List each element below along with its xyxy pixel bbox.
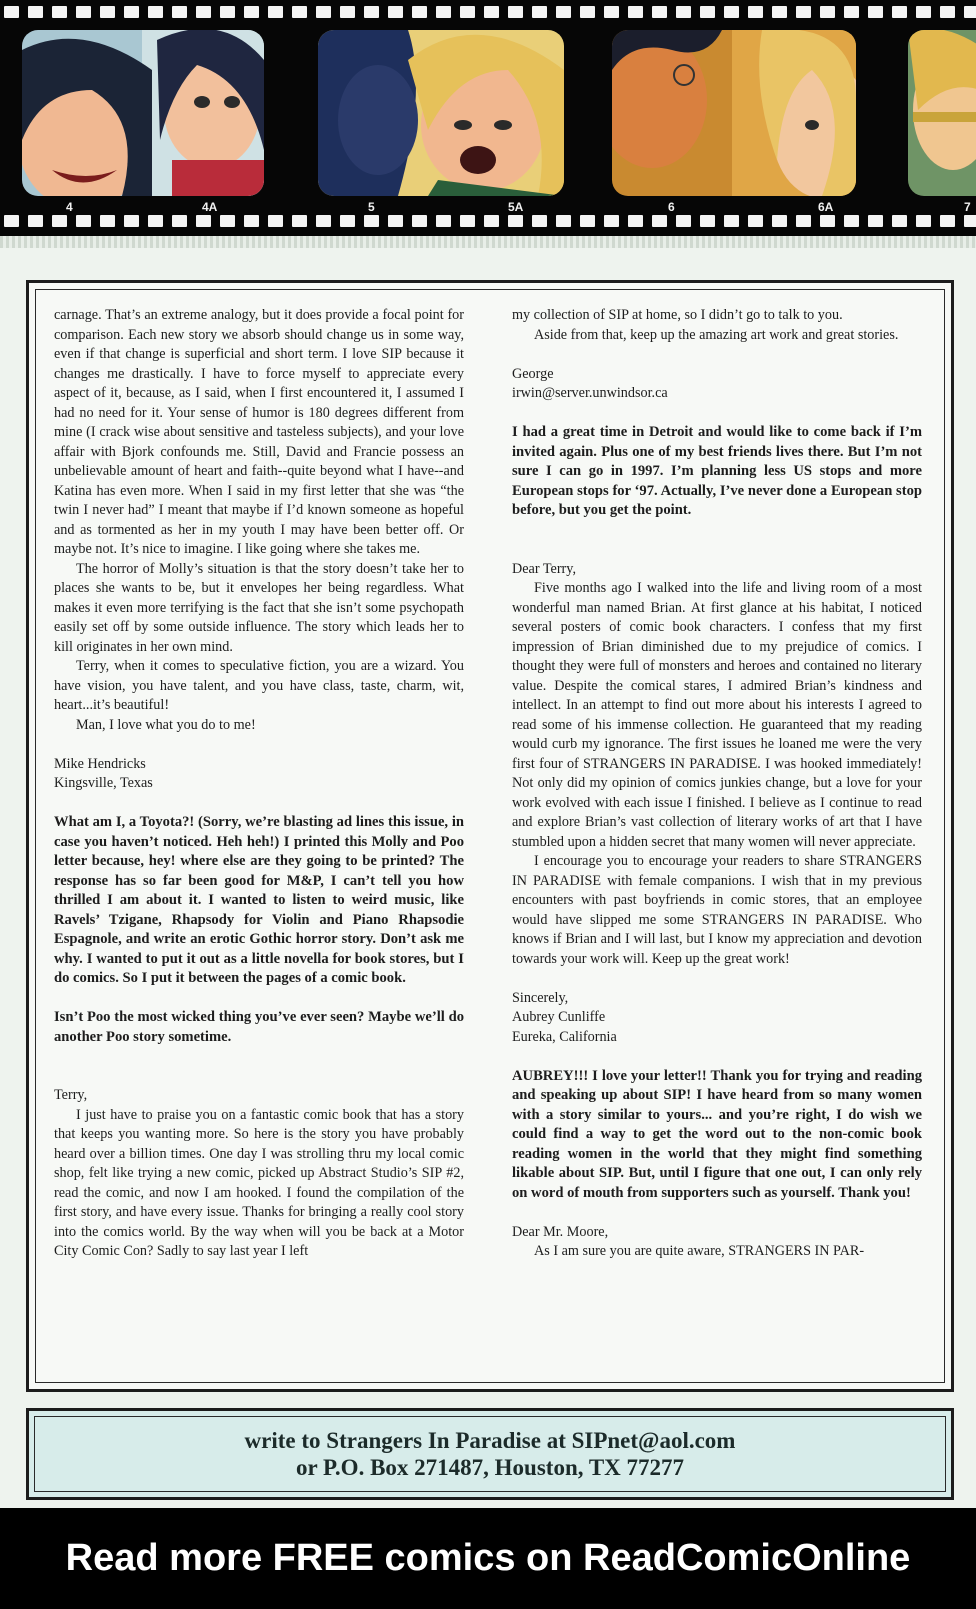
letters-column-left: [54, 306, 464, 1262]
editor-reply: AUBREY!!! I love your letter!! Thank you for trying and reading and speaking up about SIP! I have heard from so many women with a story similar to yours... and you’re right, I do wish we could find a way to get the word out to the non-comic book reading women in the world that they might find something likable about SIP. But, until I figure that one out, I can only rely on word of mouth from supporters such as yourself. Thank you!: [512, 1067, 922, 1201]
sprocket-hole: [748, 215, 763, 227]
letters-panel: [26, 280, 954, 1392]
sprocket-hole: [532, 6, 547, 18]
letter-paragraph: Dear Terry,: [512, 560, 576, 577]
sprocket-hole: [76, 6, 91, 18]
sprocket-hole: [628, 6, 643, 18]
sprocket-hole: [844, 6, 859, 18]
sprocket-hole: [700, 6, 715, 18]
sprocket-hole: [76, 215, 91, 227]
letter-paragraph: As I am sure you are quite aware, STRANGERS IN PAR-: [534, 1243, 865, 1259]
promo-banner-text: Read more FREE comics on ReadComicOnline: [65, 1537, 911, 1579]
sprocket-hole: [676, 215, 691, 227]
sprocket-hole: [484, 6, 499, 18]
address-line-email: write to Strangers In Paradise at SIPnet@aol.com: [244, 1428, 736, 1453]
sprocket-hole: [28, 215, 43, 227]
sprocket-hole: [868, 215, 883, 227]
sprocket-hole: [340, 6, 355, 18]
sprocket-hole: [724, 6, 739, 18]
paragraph-spacer: [512, 345, 922, 365]
sprocket-hole: [868, 6, 883, 18]
sprocket-hole: [436, 215, 451, 227]
sprocket-hole: [148, 6, 163, 18]
letter-paragraph: Aside from that, keep up the amazing art work and great stories.: [534, 326, 899, 343]
sprocket-hole: [172, 215, 187, 227]
letter-paragraph: George: [512, 365, 554, 382]
sprocket-hole: [340, 215, 355, 227]
sprocket-hole: [892, 6, 907, 18]
sprocket-hole: [388, 215, 403, 227]
sprocket-hole: [316, 6, 331, 18]
frame-number-4: 4: [66, 200, 73, 214]
address-line-postal: or P.O. Box 271487, Houston, TX 77277: [295, 1455, 685, 1480]
letters-column-right: [512, 306, 922, 1262]
letter-paragraph: Kingsville, Texas: [54, 775, 153, 791]
sprocket-hole: [4, 6, 19, 18]
paragraph-spacer: [54, 1047, 464, 1086]
paragraph-spacer: [54, 989, 464, 1009]
editor-reply: What am I, a Toyota?! (Sorry, we’re blasting ad lines this issue, in case you haven’t noticed. Heh heh!) I printed this Molly and Poo letter because, hey! where else are they going to be printed? The response has so far been good for M&P, I can’t tell you how thrilled I am about it. I wanted to listen to weird music, like Ravels’ Tzigane, Rhapsody for Violin and Piano Rhapsodie Espagnole, and write an erotic Gothic horror story. Don’t ask me why. I wanted to put it out as a little novella for book stores, but I do comics. So I put it between the pages of a comic book.: [54, 814, 464, 986]
sprocket-hole: [940, 6, 955, 18]
sprocket-hole: [964, 6, 976, 18]
sprocket-hole: [196, 6, 211, 18]
letter-paragraph: Eureka, California: [512, 1028, 617, 1045]
film-frame-6: [612, 30, 856, 196]
film-frame-7: [908, 30, 976, 196]
sprocket-hole: [124, 6, 139, 18]
sprocket-hole: [796, 215, 811, 227]
sprocket-hole: [436, 6, 451, 18]
sprocket-hole: [172, 6, 187, 18]
letter-paragraph: carnage. That’s an extreme analogy, but it does provide a focal point for comparison. Each new story we absorb should change us in some way, even if that change is superficial and short term. I love SIP because it changes me drastically. I have to force myself to appreciate every aspect of it, because, as I said, when I first encountered it, I assumed I had no need for it. Your sense of humor is 180 degrees different from mine (I crack wise about sensitive and tasteless subjects), and your love affair with Bjork confounds me. Still, David and Francie possess an unbelievable amount of heart and faith--quite beyond what I have--and Katina has even more. When I said in my first letter that she was “the twin I never had” I meant that maybe if I’d known someone as hopeful and as tormented as her in my youth I may have been better off. Or maybe not. It’s nice to imagine. I like going where she takes me.: [54, 307, 464, 557]
sprocket-hole: [772, 6, 787, 18]
sprocket-hole: [772, 215, 787, 227]
sprocket-hole: [52, 215, 67, 227]
address-box-inner: [34, 1416, 946, 1492]
letter-paragraph: my collection of SIP at home, so I didn’t go to talk to you.: [512, 307, 843, 323]
film-strip-edge: [0, 236, 976, 248]
paragraph-spacer: [512, 1203, 922, 1223]
sprocket-hole: [364, 215, 379, 227]
sprocket-hole: [244, 215, 259, 227]
letters-panel-inner-border: [35, 289, 945, 1383]
letter-paragraph: I encourage you to encourage your readers to share STRANGERS IN PARADISE with female companions. I wish that in my previous encounters with past boyfriends in comic stores, that an employee would have slipped me some STRANGERS IN PARADISE. Who knows if Brian and I will last, but I know my appreciation and devotion towards your work will. Keep up the great work!: [512, 853, 922, 967]
sprocket-hole: [556, 215, 571, 227]
frame-number-6: 6: [668, 200, 675, 214]
sprocket-hole: [652, 6, 667, 18]
letter-paragraph: Aubrey Cunliffe: [512, 1009, 606, 1025]
sprocket-hole: [100, 215, 115, 227]
letter-paragraph: Five months ago I walked into the life and living room of a most wonderful man named Brian. At first glance at his habitat, I noticed several posters of comic book characters. I confess that my first impression of Brian diminished due to my prejudice of comics. I thought they were full of monsters and heroes and contained no literary value. Despite the comical stares, I admired Brian’s kindness and intellect. In an attempt to find out more about his interests I agreed to read some of his immense collection. He guaranteed that my reading would curb my ignorance. The first issues he loaned me were the very first four of STRANGERS IN PARADISE. I was hooked immediately! Not only did my opinion of comics junkies change, but a love for your work evolved with each issue I finished. I believe as I continue to read and explore Brian’s vast collection of literary works of art that I have stumbled upon a hidden secret that many women will never appreciate.: [512, 580, 922, 850]
sprocket-hole: [28, 6, 43, 18]
sprocket-hole: [388, 6, 403, 18]
sprocket-hole: [412, 6, 427, 18]
sprocket-hole: [100, 6, 115, 18]
sprocket-hole: [148, 215, 163, 227]
sprocket-hole: [220, 215, 235, 227]
sprocket-hole: [724, 215, 739, 227]
sprocket-hole: [652, 215, 667, 227]
sprocket-hole: [244, 6, 259, 18]
sprocket-hole: [604, 215, 619, 227]
sprocket-hole: [484, 215, 499, 227]
sprocket-hole: [508, 6, 523, 18]
sprocket-row-top: [0, 6, 976, 18]
sprocket-hole: [532, 215, 547, 227]
paragraph-spacer: [512, 1047, 922, 1067]
sprocket-hole: [820, 215, 835, 227]
paragraph-spacer: [512, 969, 922, 989]
sprocket-hole: [964, 215, 976, 227]
paragraph-spacer: [54, 794, 464, 814]
sprocket-hole: [508, 215, 523, 227]
sprocket-hole: [820, 6, 835, 18]
sprocket-hole: [412, 215, 427, 227]
film-frame-5: [318, 30, 564, 196]
film-frame-4: [22, 30, 264, 196]
letter-paragraph: Mike Hendricks: [54, 755, 146, 772]
sprocket-hole: [268, 215, 283, 227]
letter-paragraph: The horror of Molly’s situation is that the story doesn’t take her to places she wants to be, but it envelopes her being regardless. What makes it even more terrifying is the fact that she isn’t some psychopath easily set off by some outside influence. The story which leads her to kill originates in her own mind.: [54, 560, 464, 655]
paragraph-spacer: [512, 521, 922, 560]
sprocket-hole: [196, 215, 211, 227]
paragraph-spacer: [54, 735, 464, 755]
promo-banner[interactable]: [0, 1508, 976, 1609]
sprocket-hole: [460, 6, 475, 18]
sprocket-hole: [580, 6, 595, 18]
sprocket-hole: [580, 215, 595, 227]
paragraph-spacer: [512, 404, 922, 424]
sprocket-hole: [700, 215, 715, 227]
sprocket-hole: [796, 6, 811, 18]
letter-paragraph: Dear Mr. Moore,: [512, 1223, 609, 1240]
editor-reply: I had a great time in Detroit and would like to come back if I’m invited again. Plus one of my best friends lives there. But I’m not sure I can go in 1997. I’m planning less US stops and more European stops for ‘97. Actually, I’ve never done a European stop before, but you get the point.: [512, 424, 922, 518]
sprocket-hole: [916, 6, 931, 18]
sprocket-hole: [220, 6, 235, 18]
frame-number-6a: 6A: [818, 200, 834, 214]
sprocket-hole: [748, 6, 763, 18]
sprocket-hole: [844, 215, 859, 227]
sprocket-hole: [916, 215, 931, 227]
editor-reply: Isn’t Poo the most wicked thing you’ve ever seen? Maybe we’ll do another Poo story sometime.: [54, 1009, 464, 1045]
sprocket-hole: [4, 215, 19, 227]
frame-number-5: 5: [368, 200, 375, 214]
frame-number-5a: 5A: [508, 200, 524, 214]
sprocket-hole: [460, 215, 475, 227]
letter-paragraph: I just have to praise you on a fantastic comic book that has a story that keeps you wanting more. So here is the story you have probably heard over a billion times. One day I was strolling thru my local comic shop, felt like trying a new comic, picked up Abstract Studio’s SIP #2, read the comic, and now I am hooked. I found the compilation of the first story, and have every issue. Thanks for bringing a really cool story into the comics world. By the way when will you be back at a Motor City Comic Con? Sadly to say last year I left: [54, 1106, 464, 1259]
sprocket-hole: [364, 6, 379, 18]
letter-paragraph: Man, I love what you do to me!: [76, 716, 256, 733]
sprocket-hole: [292, 215, 307, 227]
sprocket-hole: [628, 215, 643, 227]
sprocket-hole: [52, 6, 67, 18]
letter-paragraph: Terry, when it comes to speculative fiction, you are a wizard. You have vision, you have talent, and you have class, taste, charm, wit, heart...it’s beautiful!: [54, 658, 464, 713]
address-box: [26, 1408, 954, 1500]
frame-number-7: 7: [964, 200, 971, 214]
sprocket-hole: [940, 215, 955, 227]
letter-paragraph: Sincerely,: [512, 989, 569, 1006]
sprocket-hole: [556, 6, 571, 18]
letter-paragraph: irwin@server.unwindsor.ca: [512, 385, 668, 401]
sprocket-hole: [604, 6, 619, 18]
sprocket-row-bottom: [0, 215, 976, 227]
sprocket-hole: [316, 215, 331, 227]
sprocket-hole: [124, 215, 139, 227]
frame-number-4a: 4A: [202, 200, 218, 214]
sprocket-hole: [268, 6, 283, 18]
sprocket-hole: [892, 215, 907, 227]
sprocket-hole: [676, 6, 691, 18]
sprocket-hole: [292, 6, 307, 18]
film-strip: [0, 0, 976, 236]
letter-paragraph: Terry,: [54, 1087, 88, 1103]
